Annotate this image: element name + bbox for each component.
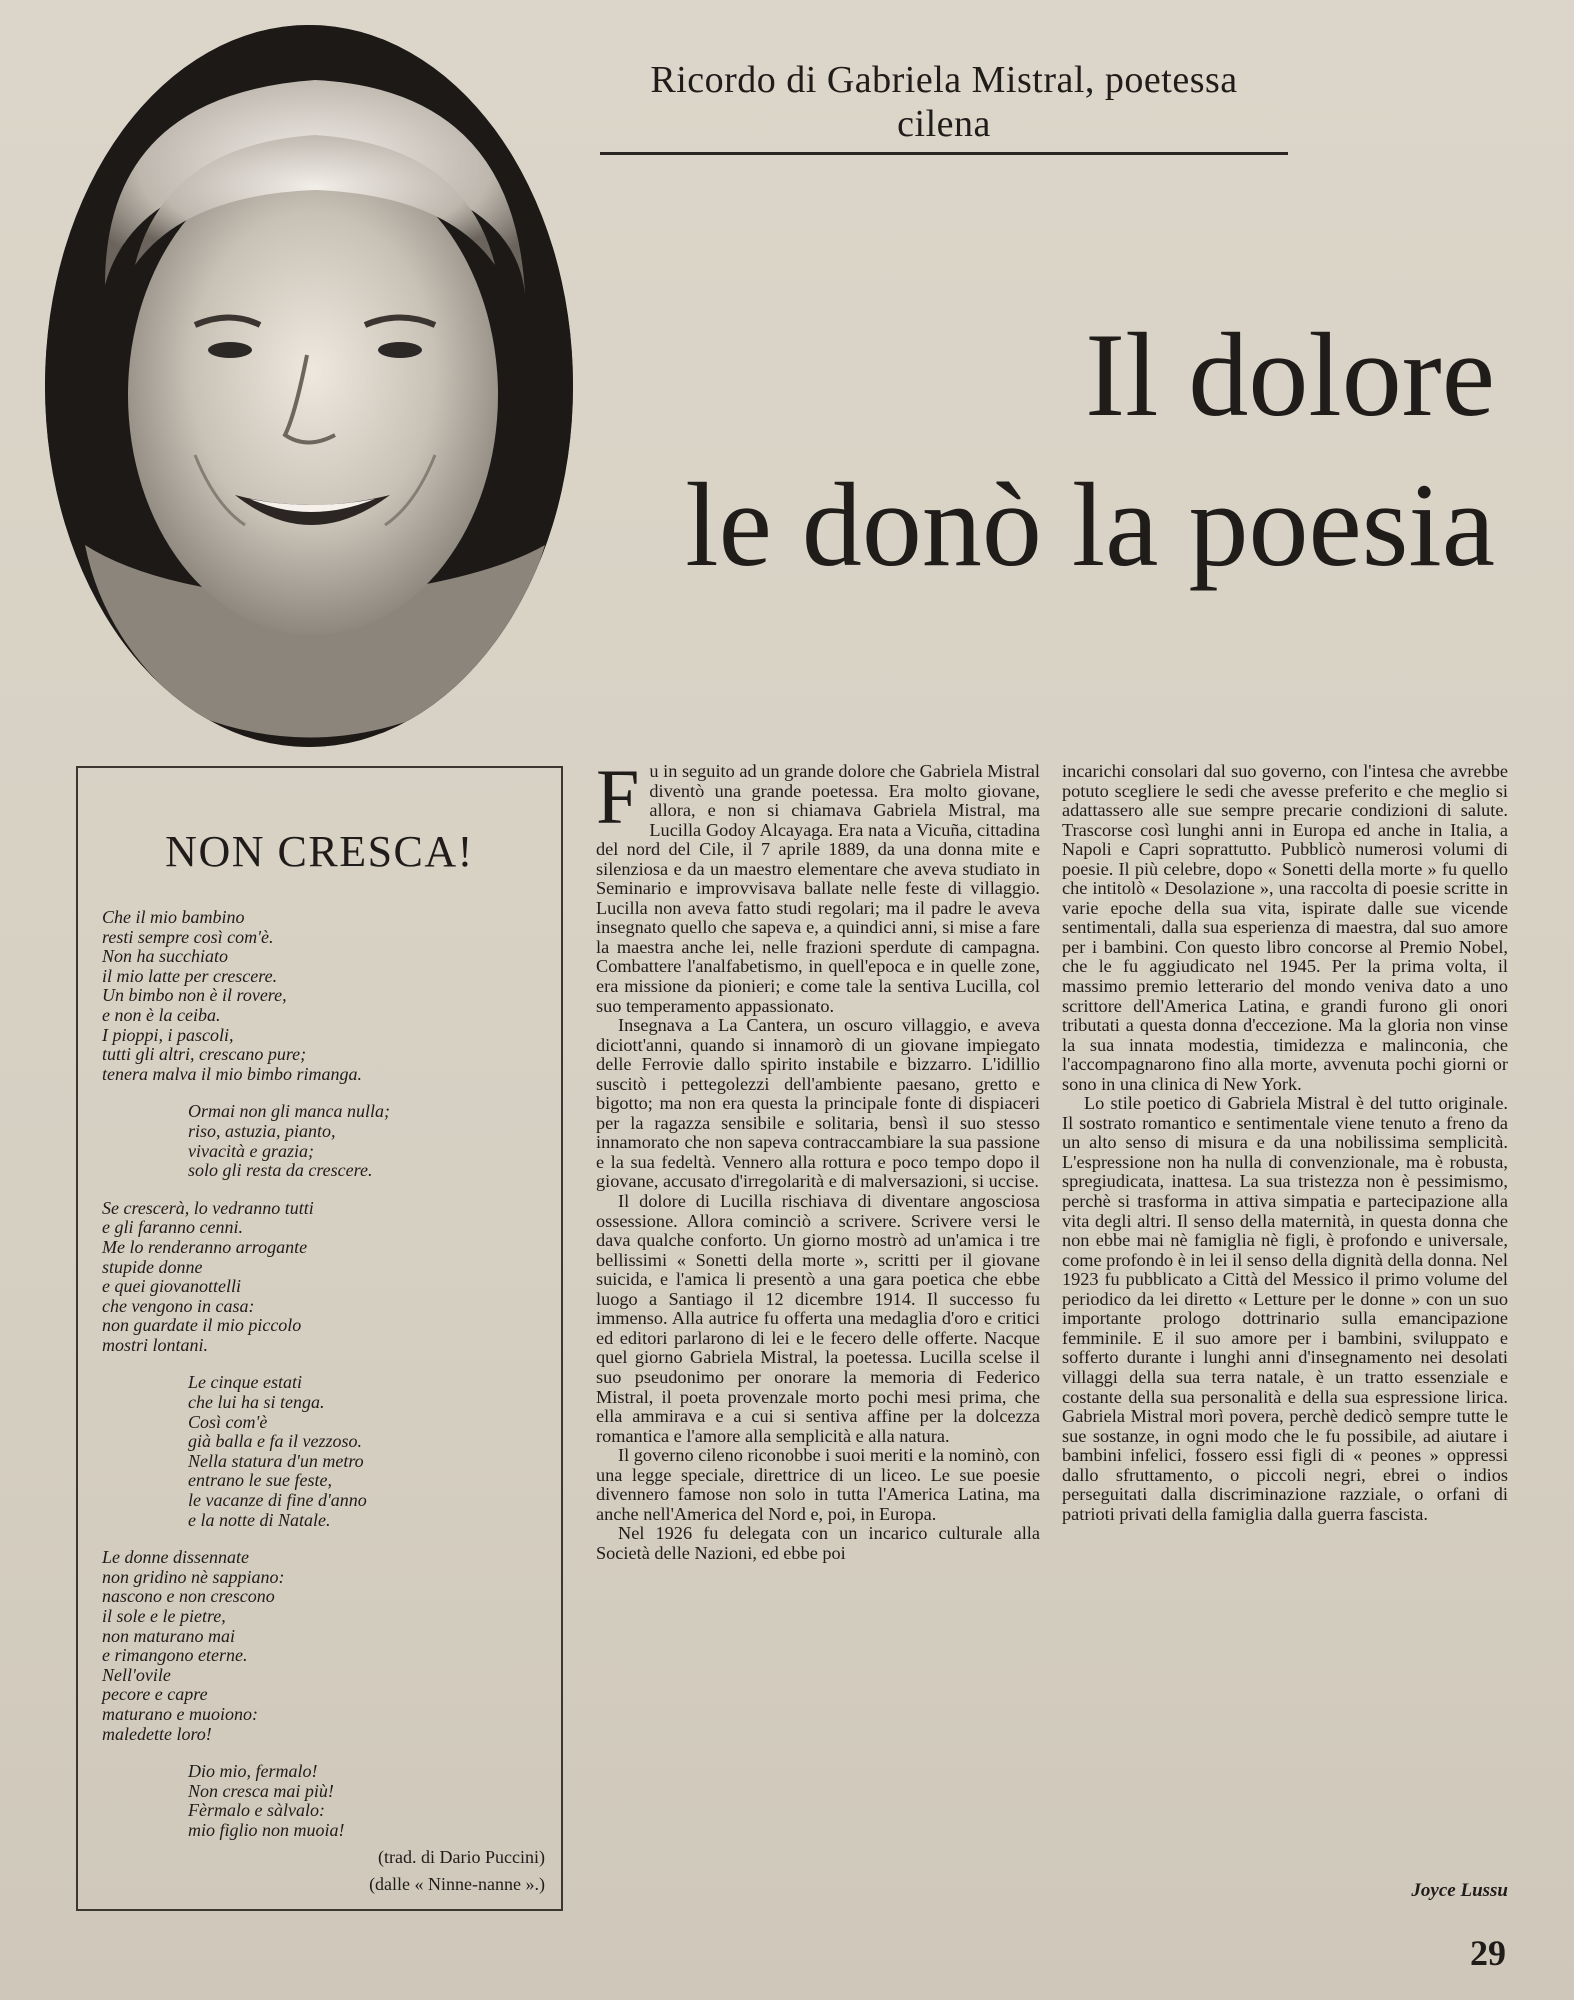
poem-line: Ormai non gli manca nulla;	[188, 1101, 390, 1122]
poem-stanza	[102, 908, 547, 1084]
poem-line: Me lo renderanno arrogante	[102, 1236, 308, 1257]
article-paragraph: Lo stile poetico di Gabriela Mistral è del tutto originale. Il sostrato romantico e sentimentale viene tenuto a freno da un alto senso di misura e da una nobilissima semplicità. L'espressione non ha nulla di convenzionale, ma è robusta, spregiudicata, inattesa. La sua tristezza non è pessimismo, perchè si trasforma in attiva simpatia e partecipazione alla vita degli altri. Il senso della maternità, in questa donna che non ebbe mai nè famiglia nè figli, è profondo e universale, come profondo è in lei il senso della dignità della donna. Nel 1923 fu pubblicato a Città del Messico il primo volume del periodico da lei diretto « Letture per le donne » con un suo importante prologo dottrinario sulla emancipazione femminile. E il suo amore per i bambini, sviluppato e sofferto durante i lunghi anni d'insegnamento nei desolati villaggi della sua terra natale, è un tratto essenziale e costante della sua personalità e della sua espressione lirica. Gabriela Mistral morì povera, perchè dedicò sempre tutte le sue sostanze, in ogni modo che le fu possibile, ad aiutare i bambini infelici, fossero essi figli di « peones » oppressi dallo sfruttamento, o piccoli negri, ebrei o indios perseguitati dalla discriminazione razziale, o orfani di patrioti privati della famiglia dalla guerra fascista.	[1062, 1093, 1508, 1524]
poem-line: stupide donne	[102, 1256, 203, 1277]
poem-line: entrano le sue feste,	[188, 1470, 332, 1491]
poem-line: Un bimbo non è il rovere,	[102, 985, 287, 1006]
poem-line: resti sempre così com'è.	[102, 926, 274, 947]
article-paragraph	[596, 753, 1040, 1016]
poem-line: pecore e capre	[102, 1684, 208, 1705]
article-paragraph: Il governo cileno riconobbe i suoi meriti e la nominò, con una legge speciale, direttrice di un liceo. Le sue poesie divennero famose non solo in tutta l'America Latina, ma anche nell'America del Nord e, poi, in Europa.	[596, 1445, 1040, 1524]
headline-line-1: Il dolore	[1085, 308, 1495, 441]
poem-line: non maturano mai	[102, 1625, 236, 1646]
article-paragraph: incarichi consolari dal suo governo, con l'intesa che avrebbe potuto scegliere le sedi che avesse preferito e che meglio si adattassero alle sue sempre precarie condizioni di salute. Trascorse così lunghi anni in Europa ed anche in Italia, a Napoli e Capri soprattutto. Pubblicò numerosi volumi di poesie. Il più celebre, dopo « Sonetti della morte » fu quello che intitolò « Desolazione », una raccolta di poesie scritte in varie epoche della sua vita, ispirate dalle sue vicende sentimentali, dalla sua esperienza di maestra, dal suo amore per i bambini. Con questo libro concorse al Premio Nobel, che le fu aggiudicato nel 1945. Per la prima volta, il massimo premio letterario del mondo veniva dato a uno scrittore dell'America Latina, e grandi furono gli onori tributati a questa donna d'eccezione. Ma la gloria non vinse la sua innata modestia, timidezza e malinconia, che l'accompagnarono fino alla morte, avvenuta pochi giorni or sono in una clinica di New York.	[1062, 761, 1508, 1094]
poem-line: e rimangono eterne.	[102, 1645, 248, 1666]
poem-line: già balla e fa il vezzoso.	[188, 1431, 362, 1452]
poem-line: riso, astuzia, pianto,	[188, 1120, 336, 1141]
poem-line: non gridino nè sappiano:	[102, 1566, 285, 1587]
poem-title: NON CRESCA!	[165, 827, 474, 876]
poem-stanza	[102, 1548, 547, 1744]
poem-line: Le cinque estati	[188, 1372, 302, 1393]
poem-stanza	[102, 1199, 547, 1356]
poem-stanza	[102, 1762, 547, 1840]
poem-line: e gli faranno cenni.	[102, 1217, 243, 1238]
article-paragraph: Il dolore di Lucilla rischiava di diventare angosciosa ossessione. Allora cominciò a scrivere. Scrivere versi le dava qualche conforto. Un giorno mostrò ad un'amica i tre bellissimi « Sonetti della morte », scritti per il giovane suicida, e l'amica li presentò a una gara poetica che ebbe luogo a Santiago il 12 dicembre 1914. Il successo fu immenso. Alla autrice fu offerta una medaglia d'oro e critici ed editori parlarono di lei e le fecero delle offerte. Nacque quel giorno Gabriela Mistral, la poetessa. Lucilla scelse il suo pseudonimo per onorare la memoria di Federico Mistral, il poeta provenzale morto pochi mesi prima, che ella ammirava e a cui si sentiva affine per la dolcezza romantica e l'amore alla semplicità e alla natura.	[596, 1191, 1040, 1446]
poem-line: le vacanze di fine d'anno	[188, 1490, 367, 1511]
headline-line-2: le donò la poesia	[685, 458, 1495, 591]
poem-line: Che il mio bambino	[102, 907, 245, 927]
poem-line: solo gli resta da crescere.	[188, 1160, 373, 1181]
article-paragraph-text: u in seguito ad un grande dolore che Gabriela Mistral diventò una grande poetessa. Era molto giovane, allora, e non si chiamava Gabriela Mistral, ma Lucilla Godoy Alcayaga. Era nata a Vicuña, cittadina del nord del Cile, il 7 aprile 1889, da una donna mite e silenziosa e da un maestro elementare che aveva studiato in Seminario e improvvisava ballate nelle feste di villaggio. Lucilla non aveva fatto studi regolari; ma il padre le aveva insegnato quello che sapeva e, a quindici anni, si mise a fare la maestra anche lei, nelle frazioni sperdute di campagna. Combattere l'analfabetismo, in quell'epoca e in quelle zone, era missione da pionieri; e come tale la sentiva Lucilla, col suo temperamento appassionato.	[596, 761, 1040, 1016]
article-kicker: Ricordo di Gabriela Mistral, poetessa cilena	[600, 58, 1288, 155]
poem-body	[102, 908, 547, 1859]
poem-credit-translator: (trad. di Dario Puccini)	[378, 1847, 545, 1867]
poem-stanza	[102, 1373, 547, 1530]
poem-line: mio figlio non muoia!	[188, 1819, 345, 1840]
poem-line: Nella statura d'un metro	[188, 1450, 364, 1471]
poem-line: Non ha succhiato	[102, 946, 228, 967]
poem-line: che lui ha si tenga.	[188, 1392, 325, 1413]
poem-line: maledette loro!	[102, 1723, 212, 1744]
poem-line: vivacità e grazia;	[188, 1140, 314, 1161]
article-byline: Joyce Lussu	[1411, 1880, 1508, 1901]
poem-line: nascono e non crescono	[102, 1586, 275, 1607]
poem-line: maturano e muoiono:	[102, 1703, 258, 1724]
poem-line: e quei giovanottelli	[102, 1276, 241, 1297]
poem-line: e la notte di Natale.	[188, 1509, 331, 1530]
poem-line: Non cresca mai più!	[188, 1780, 334, 1801]
poem-line: Così com'è	[188, 1411, 268, 1432]
article-column-1	[596, 753, 1040, 1563]
portrait-image	[45, 25, 573, 747]
poem-line: tutti gli altri, crescano pure;	[102, 1044, 307, 1065]
poem-line: Dio mio, fermalo!	[188, 1761, 318, 1782]
poem-line: il mio latte per crescere.	[102, 965, 278, 986]
drop-cap: F	[596, 753, 640, 840]
poem-line: I pioppi, i pascoli,	[102, 1024, 234, 1045]
poem-stanza	[102, 1102, 547, 1180]
article-paragraph: Nel 1926 fu delegata con un incarico culturale alla Società delle Nazioni, ed ebbe poi	[596, 1523, 1040, 1563]
poem-box	[76, 766, 563, 1911]
article-paragraph: Insegnava a La Cantera, un oscuro villaggio, e aveva diciott'anni, quando si innamorò di un giovane impiegato delle Ferrovie dallo spirito instabile e bizzarro. L'idillio suscitò i pettegolezzi dell'ambiente paesano, gretto e bigotto; ma non era questa la principale fonte di dispiaceri per la ragazza sensibile e solitaria, bensì il suo stesso innamorato che non sapeva contraccambiare la sua passione e la sua fedeltà. Vennero alla rottura e poco tempo dopo il giovane, accusato d'irregolarità e di malversazioni, si uccise.	[596, 1015, 1040, 1192]
poem-credit	[369, 1844, 545, 1898]
poem-line: Fèrmalo e sàlvalo:	[188, 1800, 325, 1821]
article-headline	[595, 300, 1495, 600]
article-column-2	[1062, 762, 1508, 1524]
poem-line: Se crescerà, lo vedranno tutti	[102, 1197, 314, 1218]
poem-line: Le donne dissennate	[102, 1547, 249, 1568]
poem-line: mostri lontani.	[102, 1334, 209, 1355]
poem-line: e non è la ceiba.	[102, 1004, 221, 1025]
poem-line: che vengono in casa:	[102, 1295, 255, 1316]
page-number: 29	[1470, 1933, 1506, 1973]
poem-line: non guardate il mio piccolo	[102, 1315, 302, 1336]
portrait-photo	[45, 25, 573, 747]
poem-line: tenera malva il mio bimbo rimanga.	[102, 1063, 362, 1084]
poem-line: il sole e le pietre,	[102, 1606, 226, 1626]
poem-line: Nell'ovile	[102, 1664, 171, 1685]
poem-credit-source: (dalle « Ninne-nanne ».)	[369, 1874, 545, 1894]
